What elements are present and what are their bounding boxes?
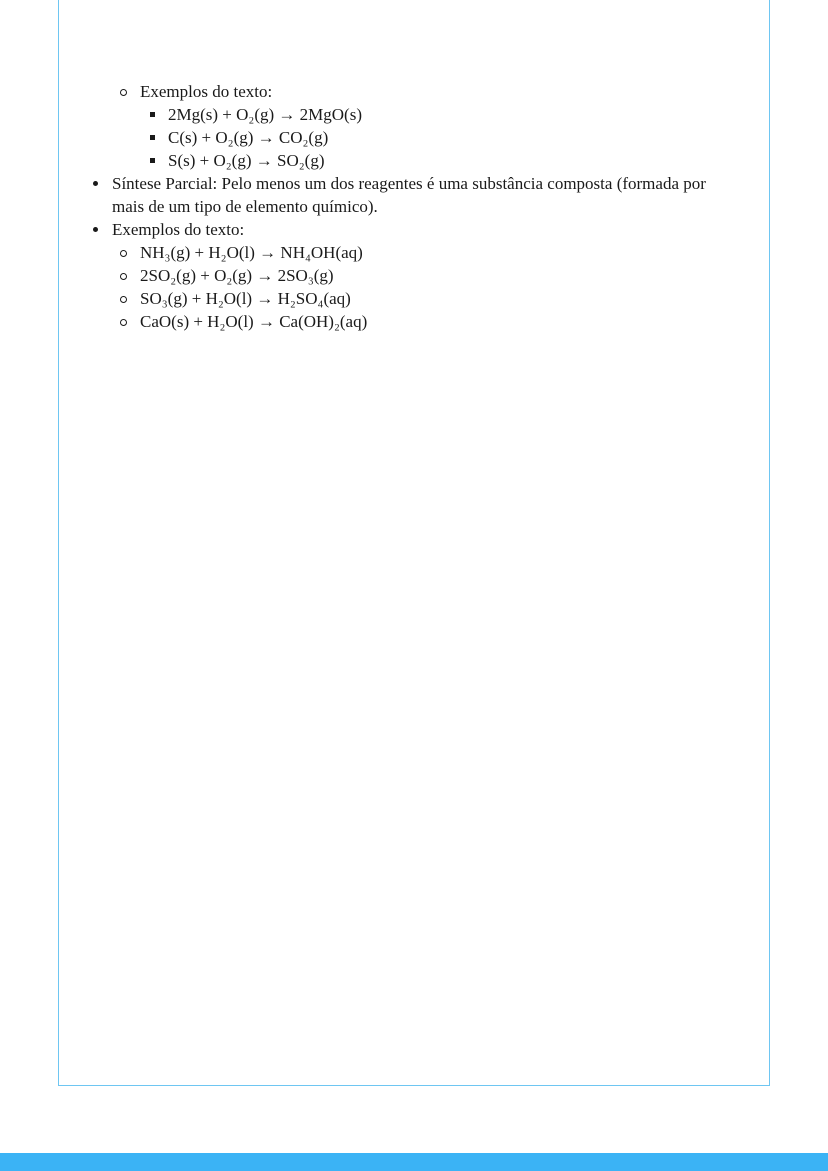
list-item-text: 2Mg(s) + O₂(g) → 2MgO(s) [168,105,362,124]
list-item-text: CaO(s) + H₂O(l) → Ca(OH)₂(aq) [140,312,368,331]
list-item-text: NH₃(g) + H₂O(l) → NH₄OH(aq) [140,243,363,262]
bullet-icon [120,319,127,326]
list-item-text: Síntese Parcial: Pelo menos um dos reagentes é uma substância composta (formada por [112,174,706,193]
list-item-text: Exemplos do texto: [140,82,273,101]
bullet-icon [150,112,155,117]
bullet-icon [120,250,127,257]
list-item-text: C(s) + O₂(g) → CO₂(g) [168,128,329,147]
list-item-text: mais de um tipo de elemento químico). [112,197,378,216]
page-frame [58,0,770,1086]
list-item-text: S(s) + O₂(g) → SO₂(g) [168,151,325,170]
bullet-icon [120,273,127,280]
bullet-icon [150,135,155,140]
list-item-text: SO₃(g) + H₂O(l) → H₂SO₄(aq) [140,289,351,308]
bottom-bar [0,1153,828,1171]
bullet-icon [150,158,155,163]
bullet-icon [93,181,98,186]
bullet-icon [120,89,127,96]
bullet-icon [120,296,127,303]
bullet-icon [93,227,98,232]
list-item-text: Exemplos do texto: [112,220,245,239]
list-item-text: 2SO₂(g) + O₂(g) → 2SO₃(g) [140,266,334,285]
